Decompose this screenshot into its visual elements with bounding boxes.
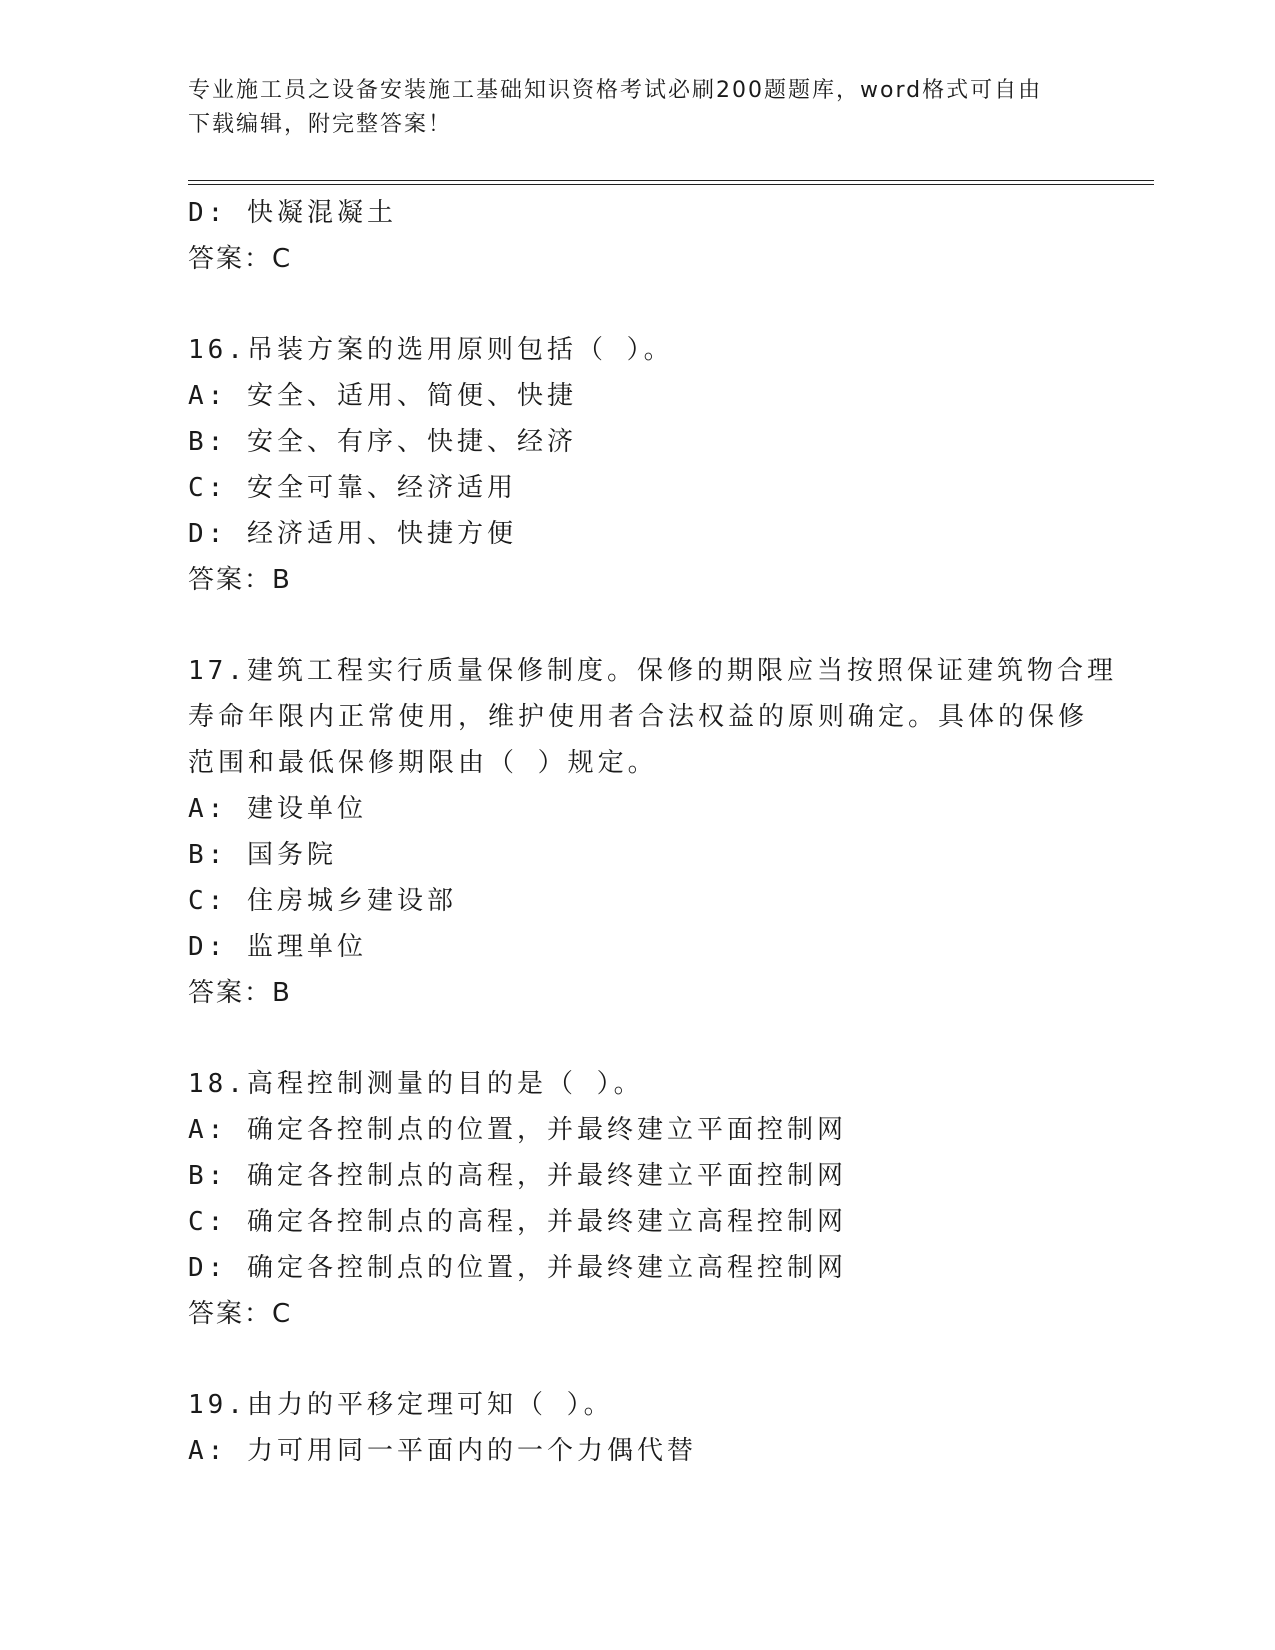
header-divider-bottom (188, 184, 1154, 185)
option-c: C: 确定各控制点的高程，并最终建立高程控制网 (188, 1207, 847, 1237)
option-b: B: 确定各控制点的高程，并最终建立平面控制网 (188, 1161, 847, 1191)
answer: 答案：C (188, 1299, 293, 1329)
answer: 答案：B (188, 978, 292, 1008)
option-a: A: 安全、适用、简便、快捷 (188, 381, 577, 411)
option-c: C: 住房城乡建设部 (188, 886, 457, 916)
option-b: B: 安全、有序、快捷、经济 (188, 427, 577, 457)
question-list (188, 190, 1117, 1474)
question-stem-line-2: 寿命年限内正常使用，维护使用者合法权益的原则确定。具体的保修 (188, 702, 1089, 732)
option-d: D: 监理单位 (188, 932, 367, 962)
question-stem-line-3: 范围和最低保修期限由（ ）规定。 (188, 748, 658, 778)
option-a: A: 建设单位 (188, 794, 367, 824)
question-18 (188, 1061, 1088, 1337)
option-a: A: 力可用同一平面内的一个力偶代替 (188, 1436, 697, 1466)
question-17 (188, 648, 1117, 1016)
answer: 答案：C (188, 244, 293, 274)
header-line-1: 专业施工员之设备安装施工基础知识资格考试必刷200题题库，word格式可自由 (188, 78, 1043, 103)
answer: 答案：B (188, 565, 292, 595)
header-divider-top (188, 180, 1154, 181)
question-stem: 18.高程控制测量的目的是（ ）。 (188, 1069, 644, 1099)
option-d: D: 确定各控制点的位置，并最终建立高程控制网 (188, 1253, 847, 1283)
question-stem-line-1: 17.建筑工程实行质量保修制度。保修的期限应当按照保证建筑物合理 (188, 656, 1117, 686)
option-d: D: 快凝混凝土 (188, 198, 397, 228)
question-stem: 19.由力的平移定理可知（ ）。 (188, 1390, 614, 1420)
question-16 (188, 327, 1088, 603)
question-19 (188, 1382, 1088, 1474)
option-d: D: 经济适用、快捷方便 (188, 519, 517, 549)
header-line-2: 下载编辑，附完整答案！ (188, 112, 453, 137)
option-c: C: 安全可靠、经济适用 (188, 473, 517, 503)
option-b: B: 国务院 (188, 840, 337, 870)
question-stem: 16.吊装方案的选用原则包括（ ）。 (188, 335, 674, 365)
option-a: A: 确定各控制点的位置，并最终建立平面控制网 (188, 1115, 847, 1145)
document-header (188, 74, 1088, 142)
